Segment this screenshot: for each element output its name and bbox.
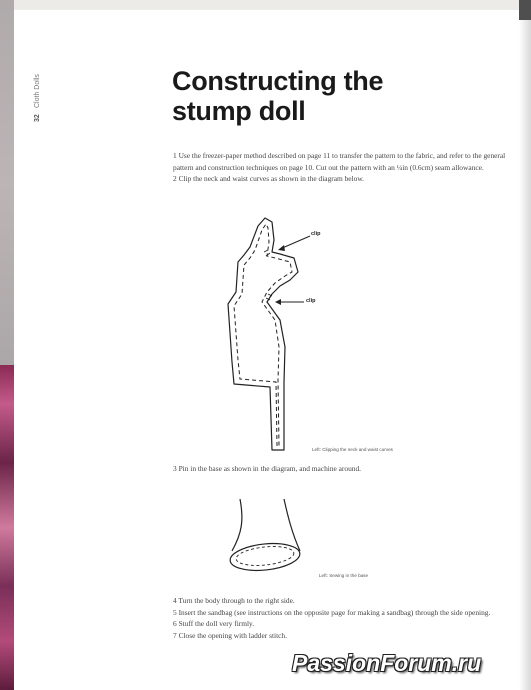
base-sewing-drawing [222, 495, 322, 585]
step-text: Pin in the base as shown in the diagram, and machine around. [178, 464, 362, 473]
steps-block-3 [173, 595, 513, 641]
step-text: Turn the body through to the right side. [178, 596, 295, 605]
step-number: 5 [173, 607, 177, 617]
watermark: PassionForum.ru [292, 650, 482, 676]
step-2 [173, 173, 513, 185]
page-title [172, 66, 472, 126]
figure-clipping-diagram [222, 212, 422, 462]
page-right-edge [519, 0, 531, 690]
clip-neck-arrow [280, 236, 310, 249]
page-number: 32 [34, 114, 41, 122]
section-name: Cloth Dolls [34, 74, 41, 108]
step-text: Stuff the doll very firmly. [178, 619, 255, 629]
page-corner-shadow [519, 0, 531, 20]
step-number: 1 [173, 151, 177, 160]
base-seam [235, 544, 295, 568]
step-text: Insert the sandbag (see instructions on the opposite page for making a sandbag) through the side opening. [178, 607, 491, 617]
page-top-edge [0, 0, 531, 10]
running-header [34, 64, 50, 124]
facing-page-edge [0, 0, 14, 690]
step-5 [173, 607, 513, 619]
steps-block-2 [173, 463, 513, 475]
step-text: Close the opening with ladder stitch. [178, 630, 287, 640]
step-text: Clip the neck and waist curves as shown in the diagram below. [178, 174, 365, 184]
clip-label-waist: clip [306, 298, 316, 304]
step-text: Use the freezer-paper method described on page 11 to transfer the pattern to the fabric, and refer to the general pattern and construction techniques on page 10. Cut out the pattern with an ¼in (0.6cm) seam allowance. [173, 151, 506, 172]
figure-2-caption: Left: Sewing in the base [319, 573, 369, 578]
step-number: 6 [173, 619, 177, 629]
doll-pattern-drawing [222, 212, 422, 462]
figure-base-diagram [222, 495, 322, 585]
step-7 [173, 630, 513, 642]
step-number: 7 [173, 630, 177, 640]
clip-label-neck: clip [311, 231, 321, 237]
step-4 [173, 595, 513, 607]
step-number: 4 [173, 596, 177, 605]
base-circle [229, 540, 301, 573]
figure-1-caption: Left: Clipping the neck and waist curves [312, 447, 393, 452]
step-6 [173, 618, 513, 630]
step-number: 2 [173, 174, 177, 184]
title-line-2: stump doll [172, 96, 306, 126]
body-tube-right [284, 499, 300, 551]
step-1 [173, 150, 513, 173]
steps-block-1 [173, 150, 513, 185]
body-tube-left [232, 499, 242, 551]
step-number: 3 [173, 464, 177, 473]
title-line-1: Constructing the [172, 66, 384, 96]
doll-outline [228, 218, 298, 450]
step-3 [173, 463, 513, 475]
